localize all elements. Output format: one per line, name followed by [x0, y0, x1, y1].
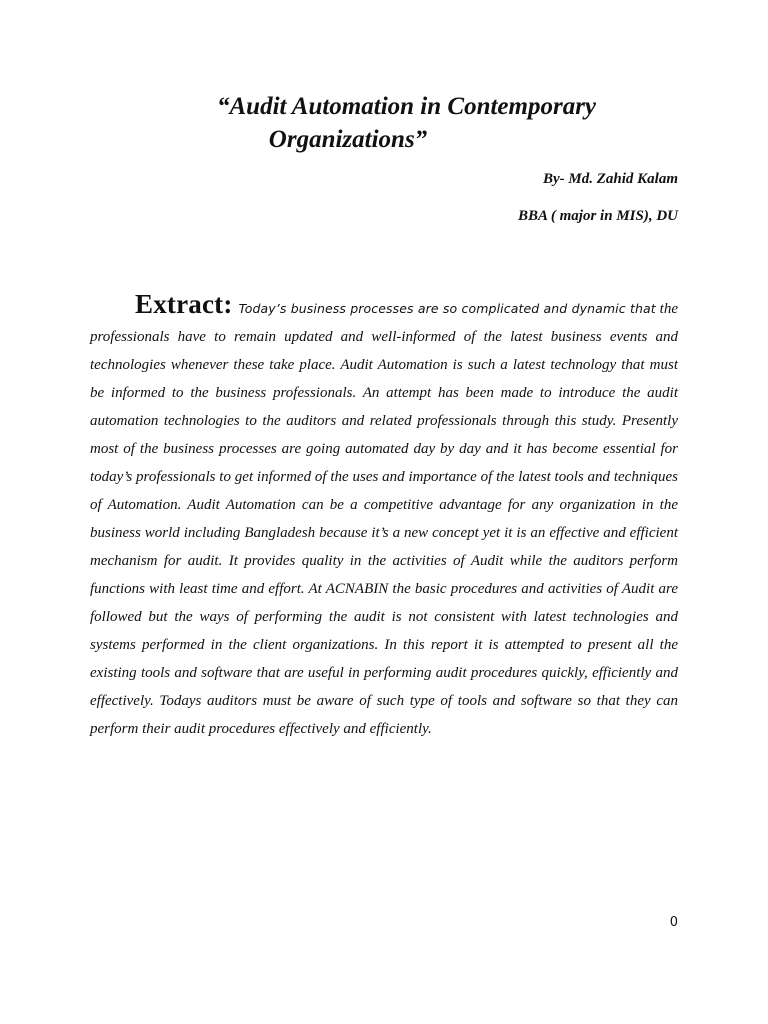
page-number: 0 [669, 915, 678, 930]
extract-body: the professionals have to remain updated and well-informed of the latest business events and technologies whenever these take place. Audit Automation is such a latest technology that must be informed to the business professionals. An attempt has been made to introduce the audit automation technologies to the auditors and related professionals through this study. Presently most of the business processes are going automated day by day and it has become essential for today’s professionals to get informed of the uses and importance of the latest tools and techniques of Automation. Audit Automation can be a competitive advantage for any organization in the business world including Bangladesh because it’s a new concept yet it is an effective and efficient mechanism for audit. It provides quality in the activities of Audit while the auditors perform functions with least time and effort. At ACNABIN the basic procedures and activities of Audit are followed but the ways of performing the audit is not consistent with latest technologies and systems performed in the client organizations. In this report it is attempted to present all the existing tools and software that are useful in performing audit procedures quickly, efficiently and effectively. Todays auditors must be aware of such type of tools and software so that they can perform their audit procedures effectively and efficiently. [90, 301, 678, 737]
document-title [0, 90, 768, 156]
degree-line: BBA ( major in MIS), DU [517, 208, 678, 224]
extract-label: Extract: [135, 289, 233, 319]
title-line-2-wrapper [0, 123, 768, 156]
extract-lead: Today’s business processes are so complicated and dynamic that [238, 301, 656, 316]
author-line: By- Md. Zahid Kalam [542, 171, 678, 187]
extract-paragraph [90, 290, 678, 743]
title-line-1: “Audit Automation in Contemporary [216, 93, 597, 120]
title-line-2: Organizations” [268, 126, 428, 153]
